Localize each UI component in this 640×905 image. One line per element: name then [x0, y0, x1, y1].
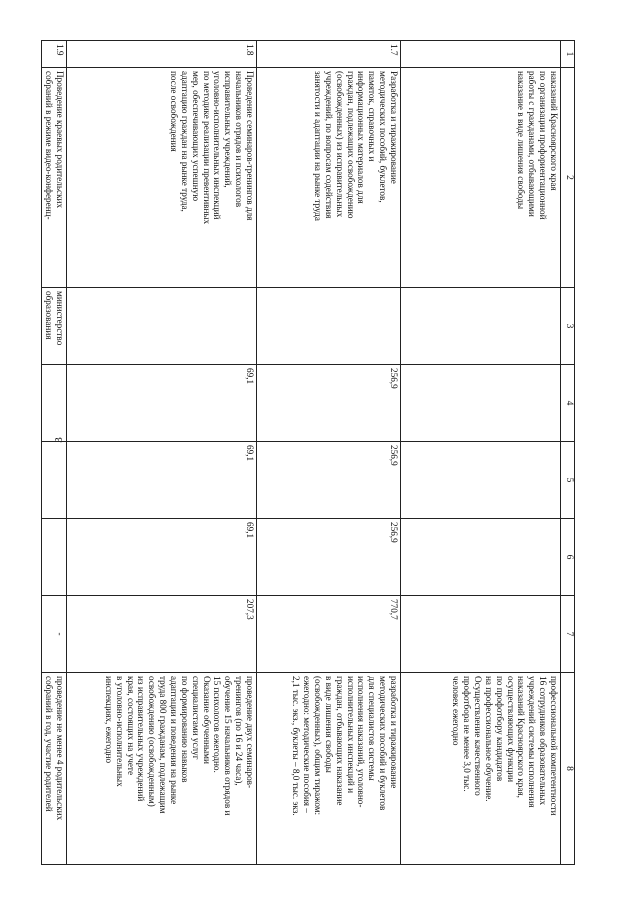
row-number: 1.8 — [67, 41, 257, 68]
measure-cell: Проведение семинаров-тренингов для начальников отрядов и психологов исправительных учреждений, уголовно-исполнительных инспекций по методике реализации превентивных мер, обеспечивающих успешную адаптацию граждан на рынке труда, после освобождения — [67, 68, 257, 288]
value-col-5 — [42, 442, 67, 519]
page-number: 3 — [52, 437, 65, 443]
header-col-3: 3 — [561, 288, 575, 365]
value-col-4 — [42, 365, 67, 442]
header-col-4: 4 — [561, 365, 575, 442]
measure-cell: Разработка и тиражирование методических пособий, буклетов, памяток, справочных и информационных материалов для граждан, подлежащих освобождению (освобожденных) из исправительных учреждений, по вопросам содействия занятости и адаптации на рынке труда — [257, 68, 401, 288]
value-col-7 — [401, 596, 561, 673]
rotated-table-container — [44, 40, 575, 865]
header-col-7: 7 — [561, 596, 575, 673]
value-col-6 — [42, 519, 67, 596]
header-col-2: 2 — [561, 68, 575, 288]
program-table — [41, 40, 575, 865]
value-col-5: 69,1 — [67, 442, 257, 519]
value-col-5: 256,9 — [257, 442, 401, 519]
row-number: 1.9 — [42, 41, 67, 68]
table-row — [401, 41, 561, 865]
value-col-6: 69,1 — [67, 519, 257, 596]
value-col-7: 207,3 — [67, 596, 257, 673]
value-col-7: 770,7 — [257, 596, 401, 673]
value-col-4 — [401, 365, 561, 442]
row-number — [401, 41, 561, 68]
header-col-8: 8 — [561, 673, 575, 865]
value-col-4: 256,9 — [257, 365, 401, 442]
header-col-6: 6 — [561, 519, 575, 596]
header-row — [561, 41, 575, 865]
measure-cell: наказаний Красноярского края по организации профориентационной работы с гражданами, отбывающими наказание в виде лишения свободы — [401, 68, 561, 288]
value-col-5 — [401, 442, 561, 519]
result-cell: проведение двух семинаров- тренингов (по 16 и 24 часа), обучение 15 начальников отрядов и 15 психологов ежегодно. Оказание обученными специалистами услуг по формированию навыков адаптации и поведения на рынке труда 800 гражданам, подлежащим освобождению (освобожденным) из исправительных учреждений края, состоящих на учете в уголовно-исполнительных инспекциях, ежегодно — [67, 673, 257, 865]
executor-cell — [257, 288, 401, 365]
executor-cell — [401, 288, 561, 365]
executor-cell — [67, 288, 257, 365]
header-col-5: 5 — [561, 442, 575, 519]
value-col-6 — [401, 519, 561, 596]
table-row — [67, 41, 257, 865]
value-col-7: - — [42, 596, 67, 673]
result-cell: профессиональной компетентности 16 сотрудников образовательных учреждений системы исполнения наказаний Красноярского края, осуществляющих функции по профотбору кандидатов на профессиональное обучение. Осуществление качественного профотбора не менее 3,0 тыс. человек ежегодно — [401, 673, 561, 865]
table-row — [257, 41, 401, 865]
value-col-6: 256,9 — [257, 519, 401, 596]
value-col-4: 69,1 — [67, 365, 257, 442]
executor-cell: министерство образования — [42, 288, 67, 365]
row-number: 1.7 — [257, 41, 401, 68]
table-row — [42, 41, 67, 865]
measure-cell: Проведение краевых родительских собраний в режиме видео-конференц- — [42, 68, 67, 288]
header-col-1: 1 — [561, 41, 575, 68]
result-cell: разработка и тиражирование методических пособий и буклетов для специалистов системы исполнения наказаний, уголовно- исполнительных инспекций и граждан, отбывающих наказание в виде лишения свободы (освобожденных), общим тиражом: ежегодно: методические пособия – 2,1 тыс. экз., буклеты – 8,0 тыс. экз. — [257, 673, 401, 865]
result-cell: проведение не менее 4 родительских собраний в год, участие родителей — [42, 673, 67, 865]
